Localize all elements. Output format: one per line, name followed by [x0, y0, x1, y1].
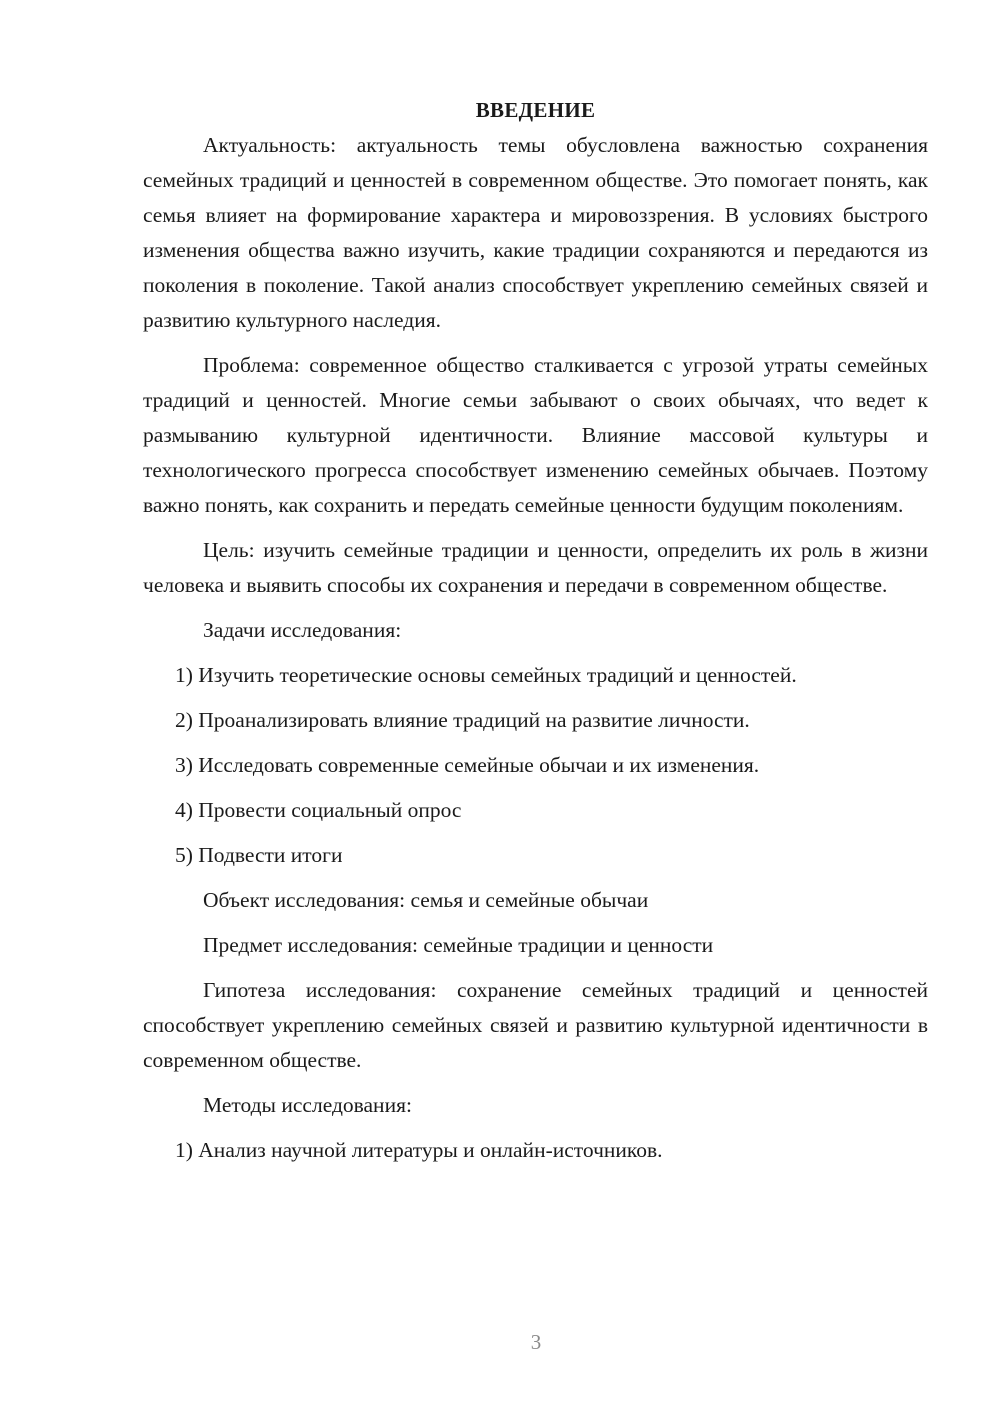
- paragraph-relevance: Актуальность: актуальность темы обусловлена важностью сохранения семейных традиций и ценностей в современном обществе. Это помогает понять, как семья влияет на формирование характера и мировоззрения. В условиях быстрого изменения общества важно изучить, какие традиции сохраняются и передаются из поколения в поколение. Такой анализ способствует укреплению семейных связей и развитию культурного наследия.: [143, 133, 928, 332]
- task-item: 5) Подвести итоги: [175, 843, 343, 867]
- task-item: 1) Изучить теоретические основы семейных традиций и ценностей.: [175, 663, 797, 687]
- tasks-title: Задачи исследования:: [203, 618, 402, 642]
- task-item: 4) Провести социальный опрос: [175, 798, 462, 822]
- research-object: Объект исследования: семья и семейные обычаи: [203, 888, 649, 912]
- task-item: 3) Исследовать современные семейные обычаи и их изменения.: [175, 753, 760, 777]
- paragraph-goal: Цель: изучить семейные традиции и ценности, определить их роль в жизни человека и выявить способы их сохранения и передачи в современном обществе.: [143, 538, 928, 597]
- paragraph-hypothesis: Гипотеза исследования: сохранение семейных традиций и ценностей способствует укреплению семейных связей и развитию культурной идентичности в современном обществе.: [143, 978, 928, 1072]
- method-item: 1) Анализ научной литературы и онлайн-источников.: [175, 1138, 663, 1162]
- paragraph-problem: Проблема: современное общество сталкивается с угрозой утраты семейных традиций и ценностей. Многие семьи забывают о своих обычаях, что ведет к размыванию культурной идентичности. Влияние массовой культуры и технологического прогресса способствует изменению семейных обычаев. Поэтому важно понять, как сохранить и передать семейные ценности будущим поколениям.: [143, 353, 928, 517]
- page-number: 3: [530, 1330, 542, 1354]
- research-subject: Предмет исследования: семейные традиции и ценности: [203, 933, 714, 957]
- section-heading: ВВЕДЕНИЕ: [475, 98, 596, 122]
- document-page: [143, 92, 928, 1168]
- task-item: 2) Проанализировать влияние традиций на развитие личности.: [175, 708, 750, 732]
- methods-title: Методы исследования:: [203, 1093, 412, 1117]
